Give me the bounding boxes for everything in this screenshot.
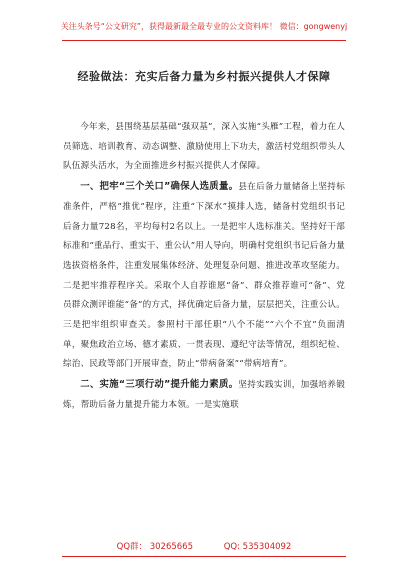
paragraph-section-1 [63, 177, 345, 375]
document-title: 经验做法：充实后备力量为乡村振兴提供人才保障 [77, 70, 331, 83]
footer-contact [0, 540, 408, 552]
footer-qq-contact: QQ: 535304092 [223, 542, 292, 552]
paragraph-intro [63, 118, 345, 177]
paragraph-text: 县在后备力量储备上坚持标准条件，严格“推优”程序，注重“下深水”摸排人选，储备村党组织书记后备力量728名，平均每村2名以上。一是把牢人选标准关。坚持好干部标准和“重品行、重实干、重公认”用人导向，明确村党组织书记后备力量选拔资格条件，注重发展集体经济、处理复杂问题、推进改革攻坚能力。二是把牢推荐程序关。采取个人自荐谁愿“备”、群众推荐谁可“备”、党员群众测评谁能“备”的方式，择优确定后备力量，层层把关，注重公认。三是把牢组织审查关。参照村干部任职“八个不能”“六个不宜”负面清单，聚焦政治立场、德才素质、一贯表现、遵纪守法等情况，组织纪检、综治、民政等部门开展审查，防止“带病备案”“带病培育”。 [63, 182, 345, 370]
header-divider [62, 40, 346, 41]
footer-qq-group: QQ群： 30265665 [116, 542, 194, 552]
section-heading: 一、把牢“三个关口”确保人选质量。 [80, 181, 239, 193]
document-body [63, 118, 345, 416]
paragraph-text: 今年来，县围绕基层基础“强双基”，深入实施“头雁”工程，着力在人员筛选、培训教育、动态调整、激励使用上下功夫，激活村党组织带头人队伍源头活水，为全面推进乡村振兴提供人才保障。 [63, 122, 345, 172]
header-notice: 关注头条号“公文研究”，获得最新最全最专业的公文资料库！ 微信：gongwenyj [60, 22, 348, 31]
paragraph-section-2 [63, 375, 345, 415]
section-heading: 二、实施“三项行动”提升能力素质。 [80, 379, 239, 391]
paragraph-text: 坚持实践实训，加强培养锻炼，帮助后备力量提升能力本领。一是实施联 [63, 380, 345, 410]
footer-divider [62, 556, 346, 557]
